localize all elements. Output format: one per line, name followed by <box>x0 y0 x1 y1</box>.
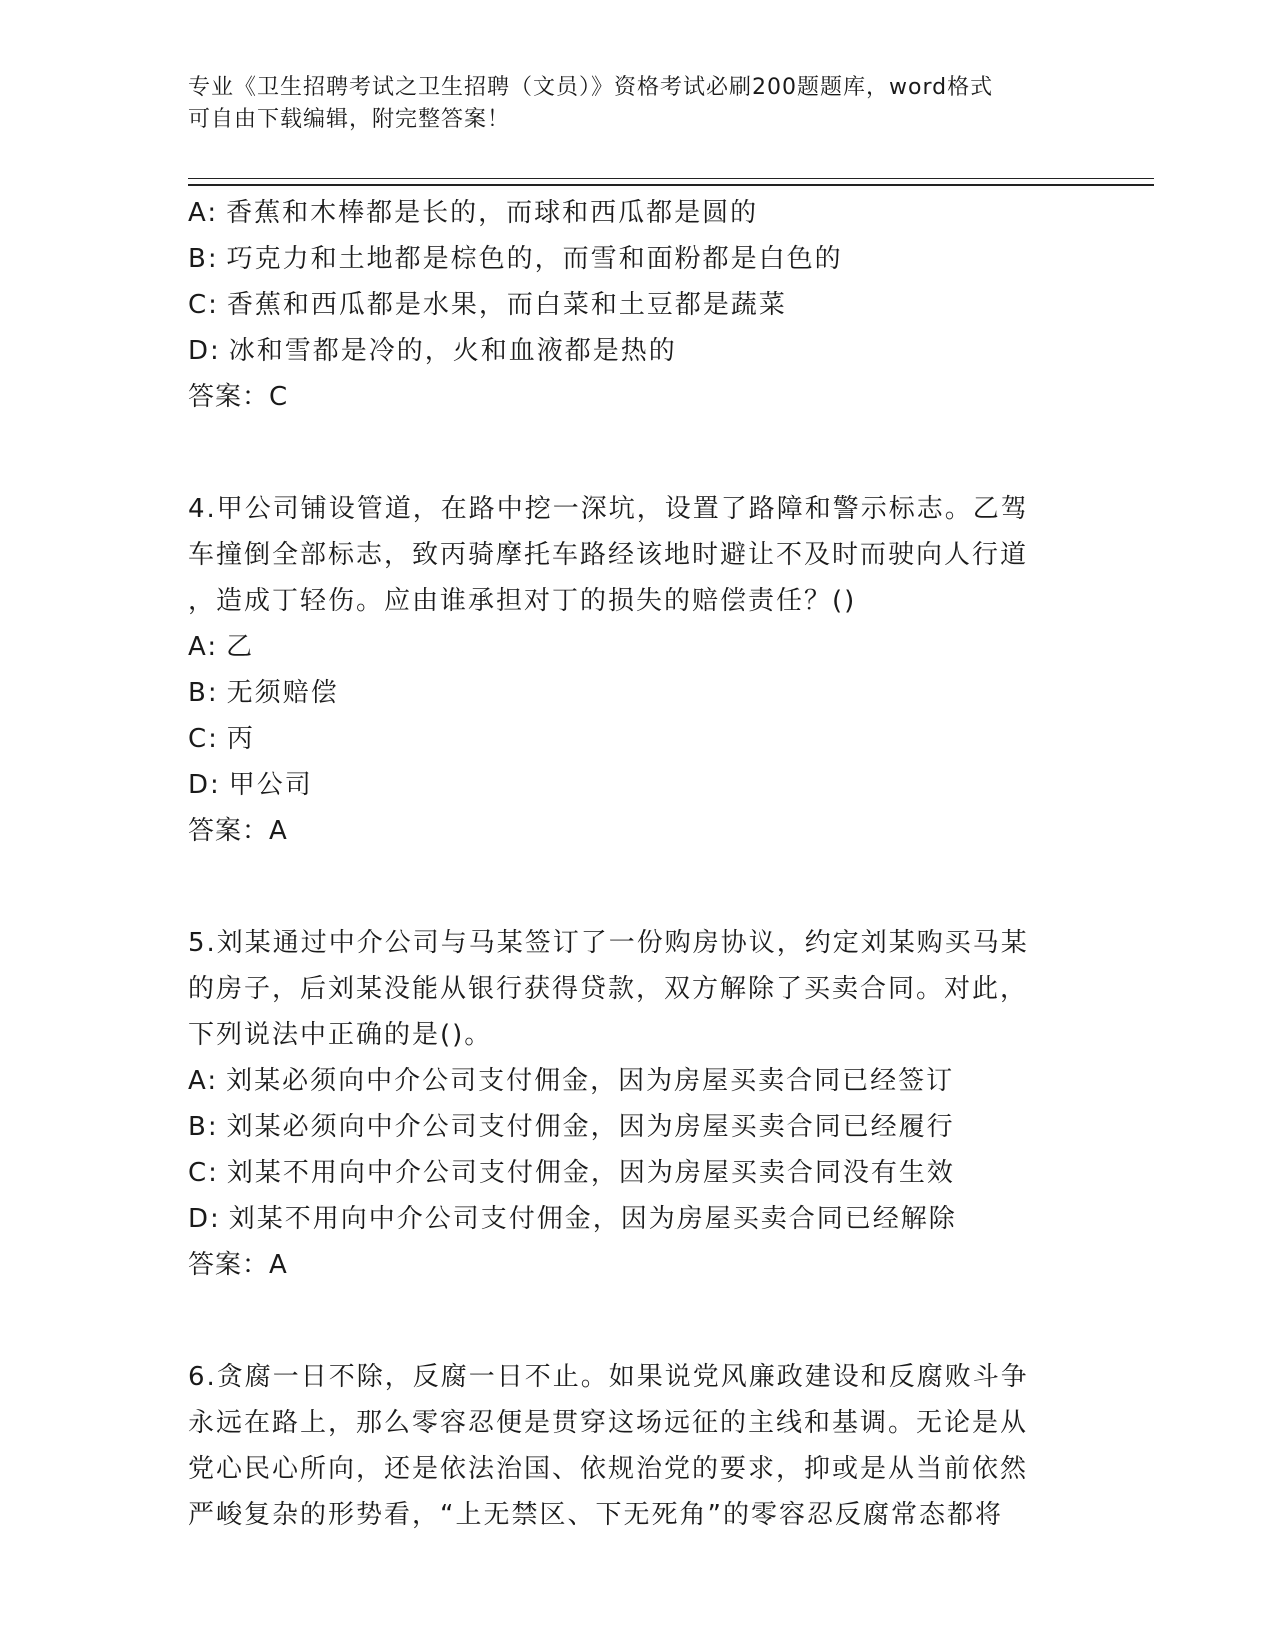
header-line-2: 可自由下载编辑，附完整答案！ <box>188 107 511 132</box>
question-5 <box>188 920 1068 1288</box>
answer: 答案：A <box>188 816 288 846</box>
question-stem-line: ，造成丁轻伤。应由谁承担对丁的损失的赔偿责任？() <box>188 586 857 616</box>
question-stem-line: 5.刘某通过中介公司与马某签订了一份购房协议，约定刘某购买马某 <box>188 928 1029 958</box>
option-b: B: 无须赔偿 <box>188 678 339 708</box>
question-stem-line: 车撞倒全部标志，致丙骑摩托车路经该地时避让不及时而驶向人行道 <box>188 540 1029 570</box>
question-content <box>188 190 1068 1538</box>
question-stem-line: 下列说法中正确的是()。 <box>188 1020 493 1050</box>
option-b: B: 巧克力和土地都是棕色的，而雪和面粉都是白色的 <box>188 244 843 274</box>
option-a: A: 乙 <box>188 632 255 662</box>
option-d: D: 甲公司 <box>188 770 313 800</box>
question-stem-line: 4.甲公司铺设管道，在路中挖一深坑，设置了路障和警示标志。乙驾 <box>188 494 1029 524</box>
option-a: A: 香蕉和木棒都是长的，而球和西瓜都是圆的 <box>188 198 759 228</box>
question-4 <box>188 486 1068 854</box>
question-stem-line: 严峻复杂的形势看，“上无禁区、下无死角”的零容忍反腐常态都将 <box>188 1500 1003 1530</box>
header-line-1: 专业《卫生招聘考试之卫生招聘（文员）》资格考试必刷200题题库，word格式 <box>188 75 994 100</box>
question-stem-line: 永远在路上，那么零容忍便是贯穿这场远征的主线和基调。无论是从 <box>188 1408 1029 1438</box>
question-stem-line: 6.贪腐一日不除，反腐一日不止。如果说党风廉政建设和反腐败斗争 <box>188 1362 1029 1392</box>
option-c: C: 丙 <box>188 724 255 754</box>
answer: 答案：A <box>188 1250 288 1280</box>
answer: 答案：C <box>188 382 289 412</box>
option-c: C: 香蕉和西瓜都是水果，而白菜和土豆都是蔬菜 <box>188 290 787 320</box>
question-3 <box>188 190 1068 420</box>
header-divider <box>188 178 1154 186</box>
option-b: B: 刘某必须向中介公司支付佣金，因为房屋买卖合同已经履行 <box>188 1112 955 1142</box>
option-c: C: 刘某不用向中介公司支付佣金，因为房屋买卖合同没有生效 <box>188 1158 955 1188</box>
option-a: A: 刘某必须向中介公司支付佣金，因为房屋买卖合同已经签订 <box>188 1066 955 1096</box>
question-stem-line: 党心民心所向，还是依法治国、依规治党的要求，抑或是从当前依然 <box>188 1454 1029 1484</box>
option-d: D: 刘某不用向中介公司支付佣金，因为房屋买卖合同已经解除 <box>188 1204 957 1234</box>
option-d: D: 冰和雪都是冷的，火和血液都是热的 <box>188 336 677 366</box>
question-6 <box>188 1354 1068 1538</box>
document-header <box>188 72 1068 136</box>
question-stem-line: 的房子，后刘某没能从银行获得贷款，双方解除了买卖合同。对此， <box>188 974 1029 1004</box>
